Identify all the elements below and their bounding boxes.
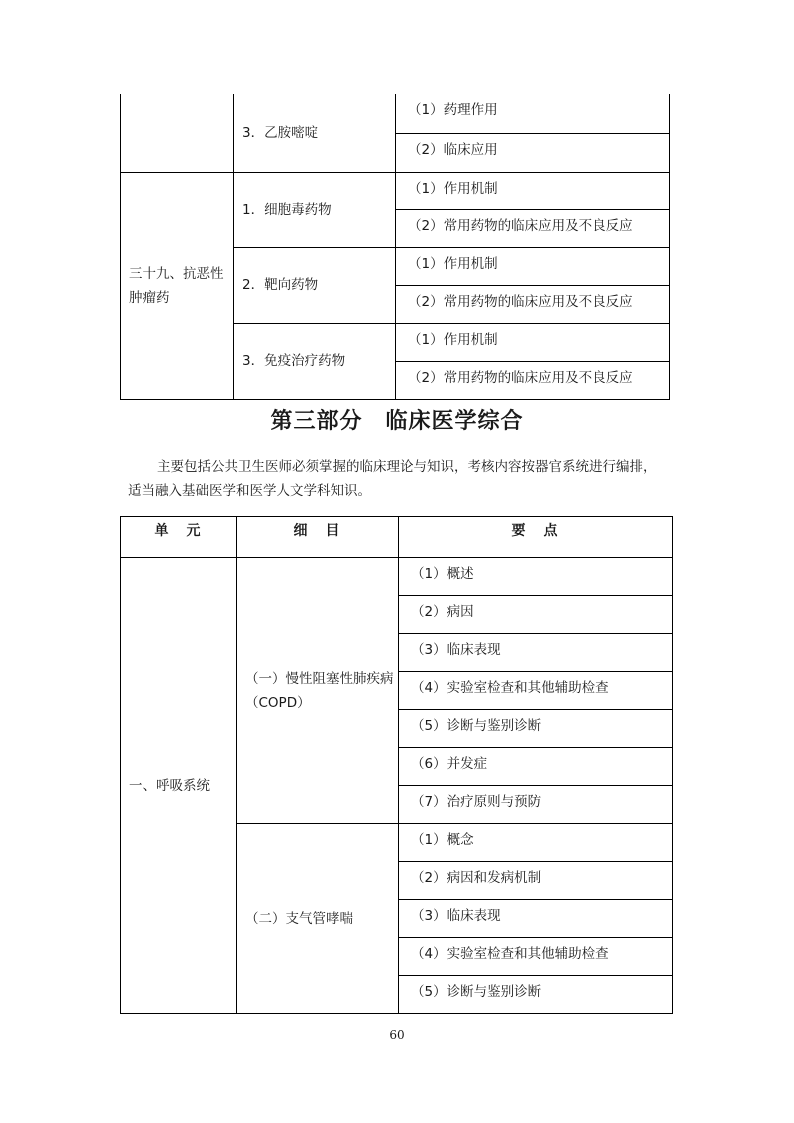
detail-cell: （一）慢性阻塞性肺疾病（COPD） bbox=[237, 558, 399, 824]
point-cell: （2）常用药物的临床应用及不良反应 bbox=[396, 361, 670, 399]
point-cell: （2）常用药物的临床应用及不良反应 bbox=[396, 209, 670, 247]
point-cell: （7）治疗原则与预防 bbox=[399, 786, 673, 824]
point-cell: （5）诊断与鉴别诊断 bbox=[399, 710, 673, 748]
point-cell: （4）实验室检查和其他辅助检查 bbox=[399, 672, 673, 710]
page-number: 60 bbox=[389, 1028, 405, 1042]
header-detail: 细 目 bbox=[237, 517, 399, 558]
point-cell: （1）概述 bbox=[399, 558, 673, 596]
detail-cell: 2．靶向药物 bbox=[234, 247, 396, 323]
point-cell: （1）药理作用 bbox=[396, 94, 670, 133]
point-cell: （2）临床应用 bbox=[396, 133, 670, 172]
point-cell: （6）并发症 bbox=[399, 748, 673, 786]
point-cell: （4）实验室检查和其他辅助检查 bbox=[399, 938, 673, 976]
clinical-outline-table bbox=[120, 516, 673, 1014]
point-cell: （1）作用机制 bbox=[396, 247, 670, 285]
point-cell: （1）作用机制 bbox=[396, 323, 670, 361]
point-cell: （3）临床表现 bbox=[399, 900, 673, 938]
detail-cell: （二）支气管哮喘 bbox=[237, 824, 399, 1014]
section-intro: 主要包括公共卫生医师必须掌握的临床理论与知识，考核内容按器官系统进行编排，适当融入基础医学和医学人文学科知识。 bbox=[128, 459, 657, 499]
header-points: 要 点 bbox=[399, 517, 673, 558]
point-cell: （2）病因和发病机制 bbox=[399, 862, 673, 900]
point-cell: （2）病因 bbox=[399, 596, 673, 634]
point-cell: （1）作用机制 bbox=[396, 172, 670, 209]
unit-cell: 三十九、抗恶性肿瘤药 bbox=[121, 172, 234, 399]
point-cell: （2）常用药物的临床应用及不良反应 bbox=[396, 285, 670, 323]
point-cell: （1）概念 bbox=[399, 824, 673, 862]
header-unit: 单 元 bbox=[121, 517, 237, 558]
unit-cell: 一、呼吸系统 bbox=[121, 558, 237, 1014]
detail-cell: 1．细胞毒药物 bbox=[234, 172, 396, 247]
section-title: 第三部分 临床医学综合 bbox=[270, 408, 524, 434]
detail-cell: 3．乙胺嘧啶 bbox=[234, 94, 396, 172]
point-cell: （3）临床表现 bbox=[399, 634, 673, 672]
pharmacology-outline-table bbox=[120, 94, 670, 400]
unit-cell bbox=[121, 94, 234, 172]
point-cell: （5）诊断与鉴别诊断 bbox=[399, 976, 673, 1014]
detail-cell: 3．免疫治疗药物 bbox=[234, 323, 396, 399]
